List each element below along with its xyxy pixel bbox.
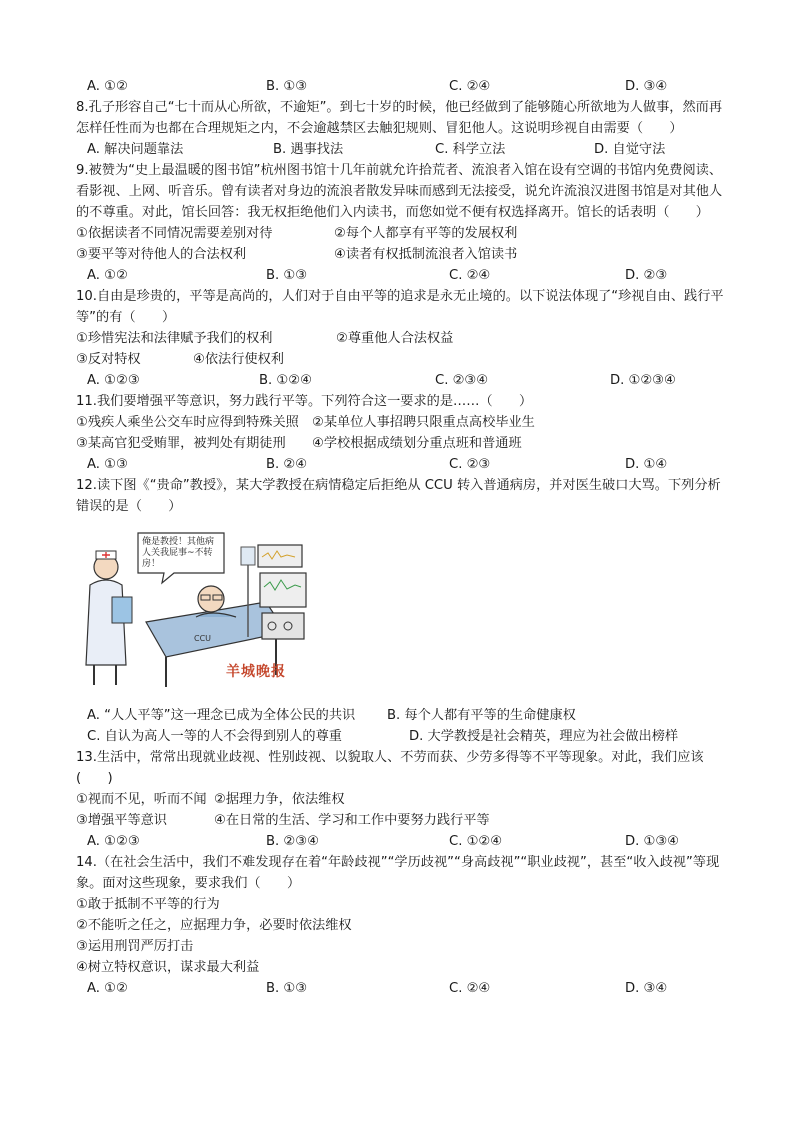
cartoon-speech-bubble: 俺是教授！其他病人关我屁事~不转房！	[142, 537, 215, 569]
q7-option-b[interactable]: B. ①③	[266, 79, 308, 94]
q7-options	[76, 76, 726, 97]
q11-statement-2: ②某单位人事招聘只限重点高校毕业生	[312, 415, 535, 430]
q10-option-c[interactable]: C. ②③④	[435, 373, 489, 388]
q9-statements-row2	[76, 244, 726, 265]
q11-statement-3: ③某高官犯受贿罪，被判处有期徒刑	[76, 436, 286, 451]
q14-option-a[interactable]: A. ①②	[87, 981, 128, 996]
q9-options	[76, 265, 726, 286]
q10-options	[76, 370, 726, 391]
q11-statements-row1	[76, 412, 726, 433]
q11-statement-1: ①残疾人乘坐公交车时应得到特殊关照	[76, 415, 299, 430]
q11-options	[76, 454, 726, 475]
q9-statements-row1	[76, 223, 726, 244]
q14-statement-4: ④树立特权意识，谋求最大利益	[76, 960, 260, 975]
q11-stem: 11.我们要增强平等意识，努力践行平等。下列符合这一要求的是……（ ）	[76, 394, 533, 409]
q9-option-a[interactable]: A. ①②	[87, 268, 128, 283]
q8-option-d[interactable]: D. 自觉守法	[594, 142, 666, 157]
q7-option-c[interactable]: C. ②④	[449, 79, 491, 94]
cartoon-watermark: 羊城晚报	[226, 664, 286, 680]
q12-option-a[interactable]: A. “人人平等”这一理念已成为全体公民的共识	[87, 708, 356, 723]
exam-page	[76, 72, 726, 999]
q14-option-d[interactable]: D. ③④	[625, 981, 668, 996]
q13-option-b[interactable]: B. ②③④	[266, 834, 319, 849]
q10-statement-4: ④依法行使权利	[193, 352, 284, 367]
q9-statement-1: ①依据读者不同情况需要差别对待	[76, 226, 273, 241]
q13-option-a[interactable]: A. ①②③	[87, 834, 140, 849]
q14-statement-1: ①敢于抵制不平等的行为	[76, 897, 220, 912]
q10-option-b[interactable]: B. ①②④	[259, 373, 312, 388]
q11-option-c[interactable]: C. ②③	[449, 457, 491, 472]
q14-options	[76, 978, 726, 999]
q9-option-c[interactable]: C. ②④	[449, 268, 491, 283]
q8-option-b[interactable]: B. 遇事找法	[273, 142, 344, 157]
q10-stem: 10.自由是珍贵的，平等是高尚的，人们对于自由平等的追求是永无止境的。以下说法体现了“珍视自由、践行平等”的有（ ）	[76, 289, 724, 325]
q10-statements-row2	[76, 349, 726, 370]
q8-option-c[interactable]: C. 科学立法	[435, 142, 506, 157]
q9-statement-4: ④读者有权抵制流浪者入馆读书	[334, 247, 518, 262]
q13-statements-row1	[76, 789, 726, 810]
q12-options-row1	[76, 705, 726, 726]
q11-option-b[interactable]: B. ②④	[266, 457, 308, 472]
q10-statement-1: ①珍惜宪法和法律赋予我们的权利	[76, 331, 273, 346]
q8-stem: 8.孔子形容自己“七十而从心所欲，不逾矩”。到七十岁的时候，他已经做到了能够随心所欲地为人做事，然而再怎样任性而为也都在合理规矩之内，不会逾越禁区去触犯规则、冒犯他人。这说明珍视自由需要（ ）	[76, 100, 723, 136]
q14-option-b[interactable]: B. ①③	[266, 981, 308, 996]
q10-statements-row1	[76, 328, 726, 349]
q10-option-d[interactable]: D. ①②③④	[610, 373, 676, 388]
q13-statement-3: ③增强平等意识	[76, 813, 167, 828]
q9-stem: 9.被赞为“史上最温暖的图书馆”杭州图书馆十几年前就允许拾荒者、流浪者入馆在设有空调的书馆内免费阅读、看影视、上网、听音乐。曾有读者对身边的流浪者散发异味而感到无法接受，说允许流浪汉进图书馆是对其他人的不尊重。对此，馆长回答：我无权拒绝他们入内读书，而您如觉不便有权选择离开。馆长的话表明（ ）	[76, 163, 723, 220]
q12-stem: 12.读下图《“贵命”教授》，某大学教授在病情稳定后拒绝从 CCU 转入普通病房，并对医生破口大骂。下列分析错误的是（ ）	[76, 478, 721, 514]
q10-statement-3: ③反对特权	[76, 352, 141, 367]
q11-option-d[interactable]: D. ①④	[625, 457, 668, 472]
q10-statement-2: ②尊重他人合法权益	[336, 331, 454, 346]
cartoon-bed-label: CCU	[194, 634, 212, 643]
q7-option-d[interactable]: D. ③④	[625, 79, 668, 94]
q14-statement-2: ②不能听之任之，应据理力争，必要时依法维权	[76, 918, 352, 933]
q14-stem: 14.（在社会生活中，我们不难发现存在着“年龄歧视”“学历歧视”“身高歧视”“职业歧视”，甚至“收入歧视”等现象。面对这些现象，要求我们（ ）	[76, 855, 720, 891]
q12-options-row2	[76, 726, 726, 747]
q13-option-d[interactable]: D. ①③④	[625, 834, 680, 849]
q13-statement-2: ②据理力争，依法维权	[214, 792, 345, 807]
q9-option-b[interactable]: B. ①③	[266, 268, 308, 283]
q12-option-c[interactable]: C. 自认为高人一等的人不会得到别人的尊重	[87, 729, 342, 744]
q9-statement-3: ③要平等对待他人的合法权利	[76, 247, 247, 262]
q7-option-a[interactable]: A. ①②	[87, 79, 128, 94]
q11-statements-row2	[76, 433, 726, 454]
q13-options	[76, 831, 726, 852]
q13-statements-row2	[76, 810, 726, 831]
q12-option-d[interactable]: D. 大学教授是社会精英，理应为社会做出榜样	[409, 729, 679, 744]
q11-option-a[interactable]: A. ①③	[87, 457, 128, 472]
q14-option-c[interactable]: C. ②④	[449, 981, 491, 996]
q10-option-a[interactable]: A. ①②③	[87, 373, 140, 388]
q13-stem: 13.生活中，常常出现就业歧视、性别歧视、以貌取人、不劳而获、少劳多得等不平等现象。对此，我们应该( )	[76, 750, 704, 786]
q8-option-a[interactable]: A. 解决问题靠法	[87, 142, 184, 157]
q8-options	[76, 139, 726, 160]
q11-statement-4: ④学校根据成绩划分重点班和普通班	[312, 436, 522, 451]
q9-option-d[interactable]: D. ②③	[625, 268, 668, 283]
q12-option-b[interactable]: B. 每个人都有平等的生命健康权	[387, 708, 576, 723]
q13-statement-1: ①视而不见，听而不闻	[76, 792, 207, 807]
q9-statement-2: ②每个人都享有平等的发展权利	[334, 226, 518, 241]
q14-statement-3: ③运用刑罚严厉打击	[76, 939, 194, 954]
cartoon-figure	[76, 527, 316, 697]
q13-statement-4: ④在日常的生活、学习和工作中要努力践行平等	[214, 813, 490, 828]
q13-option-c[interactable]: C. ①②④	[449, 834, 503, 849]
